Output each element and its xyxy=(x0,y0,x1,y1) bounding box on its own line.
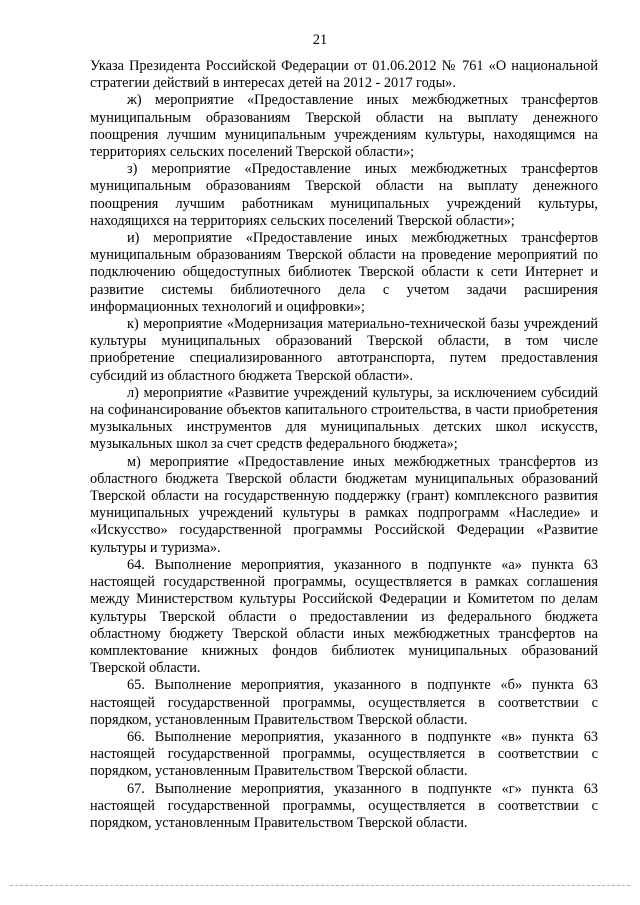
paragraph-clause-67: 67. Выполнение мероприятия, указанного в подпункте «г» пункта 63 настоящей государственной программы, осуществляется в соответствии с порядком, установленным Правительством Тверской области. xyxy=(90,780,598,831)
paragraph-item-m: м) мероприятие «Предоставление иных межбюджетных трансфертов из областного бюджета Тверской области бюджетам муниципальных образований Тверской области на государственную поддержку (грант) комплексного развития муниципальных учреждений культуры в рамках подпрограмм «Наследие» и «Искусство» государственной программы Российской Федерации «Развитие культуры и туризма». xyxy=(90,453,598,556)
paragraph-item-k: к) мероприятие «Модернизация материально-технической базы учреждений культуры муниципальных образований Тверской области, в том числе приобретение специализированного автотранспорта, путем предоставления субсидий из областного бюджета Тверской области». xyxy=(90,316,598,384)
document-body xyxy=(90,58,598,832)
paragraph-clause-65: 65. Выполнение мероприятия, указанного в подпункте «б» пункта 63 настоящей государственной программы, осуществляется в соответствии с порядком, установленным Правительством Тверской области. xyxy=(90,677,598,728)
paragraph-item-i: и) мероприятие «Предоставление иных межбюджетных трансфертов муниципальным образованиям Тверской области на проведение мероприятий по подключению общедоступных библиотек Тверской области к сети Интернет и развитие системы библиотечного дела с учетом задачи расширения информационных технологий и оцифровки»; xyxy=(90,230,598,315)
paragraph-item-zh: ж) мероприятие «Предоставление иных межбюджетных трансфертов муниципальным образованиям Тверской области на выплату денежного поощрения лучшим муниципальным учреждениям культуры, находящимся на территориях сельских поселений Тверской области»; xyxy=(90,92,598,161)
paragraph-clause-66: 66. Выполнение мероприятия, указанного в подпункте «в» пункта 63 настоящей государственной программы, осуществляется в соответствии с порядком, установленным Правительством Тверской области. xyxy=(90,728,598,780)
paragraph-clause-64: 64. Выполнение мероприятия, указанного в подпункте «а» пункта 63 настоящей государственной программы, осуществляется в рамках соглашения между Министерством культуры Российской Федерации и Комитетом по делам культуры Тверской области о предоставлении из федерального бюджета областному бюджету Тверской области иных межбюджетных трансфертов на комплектование книжных фондов библиотек муниципальных образований Тверской области. xyxy=(90,556,598,677)
paragraph-decree-reference: Указа Президента Российской Федерации от 01.06.2012 № 761 «О национальной стратегии действий в интересах детей на 2012 - 2017 годы». xyxy=(90,58,598,92)
paragraph-item-l: л) мероприятие «Развитие учреждений культуры, за исключением субсидий на софинансирование объектов капитального строительства, в части приобретения музыкальных инструментов для муниципальных детских школ искусств, музыкальных школ за счет средств федерального бюджета»; xyxy=(90,384,598,453)
paragraph-item-z: з) мероприятие «Предоставление иных межбюджетных трансфертов муниципальным образованиям Тверской области на выплату денежного поощрения лучшим работникам муниципальных учреждений культуры, находящихся на территориях сельских поселений Тверской области»; xyxy=(90,161,598,229)
page-number: 21 xyxy=(312,32,328,48)
scan-edge-line xyxy=(10,885,630,886)
